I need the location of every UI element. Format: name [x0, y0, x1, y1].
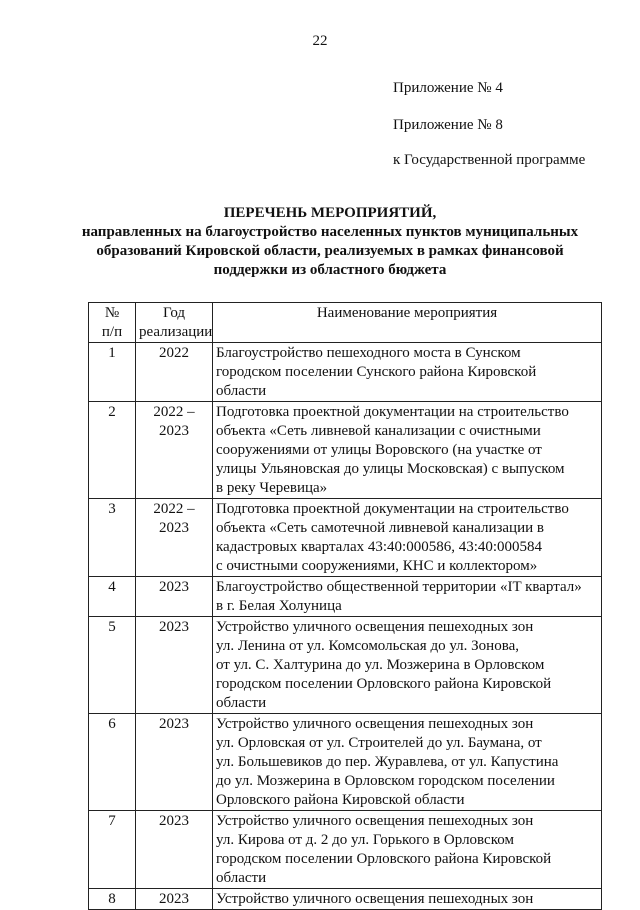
row-measure-name: [213, 889, 602, 910]
row-number: 2: [89, 402, 136, 499]
row-measure-name: [213, 402, 602, 499]
row-year: [136, 499, 213, 577]
row-measure-name: [213, 617, 602, 714]
row-measure-name-line: Устройство уличного освещения пешеходных зон: [216, 813, 534, 829]
row-number: 3: [89, 499, 136, 577]
row-year-line: 2022 –: [153, 404, 195, 420]
row-number: 6: [89, 714, 136, 811]
row-year-line: 2023: [159, 579, 189, 595]
row-year: [136, 714, 213, 811]
row-measure-name-line: Устройство уличного освещения пешеходных зон: [216, 891, 534, 907]
row-year-line: 2022: [159, 345, 189, 361]
row-year: [136, 402, 213, 499]
header-name: [213, 303, 602, 343]
header-year: [136, 303, 213, 343]
row-year: [136, 889, 213, 910]
row-measure-name-line: ул. Большевиков до пер. Журавлева, от ул. Капустина: [216, 754, 559, 770]
table-row: [89, 577, 602, 617]
appendix-label-3: к Государственной программе: [393, 152, 586, 168]
table-header-row: [89, 303, 602, 343]
table-row: [89, 617, 602, 714]
table-row: [89, 811, 602, 889]
appendix-label-1: Приложение № 4: [393, 80, 503, 96]
title-line-3: образований Кировской области, реализуемых в рамках финансовой: [96, 243, 564, 259]
row-year-line: 2023: [159, 619, 189, 635]
row-measure-name-line: Устройство уличного освещения пешеходных зон: [216, 716, 534, 732]
row-measure-name-line: Благоустройство общественной территории «IT квартал»: [216, 579, 582, 595]
row-measure-name-line: кадастровых кварталах 43:40:000586, 43:40:000584: [216, 539, 543, 555]
row-measure-name-line: объекта «Сеть ливневой канализации с очистными: [216, 423, 541, 439]
row-year-line: 2023: [159, 716, 189, 732]
row-measure-name-line: улицы Ульяновская до улицы Московская) с выпуском: [216, 461, 565, 477]
row-measure-name-line: городском поселении Орловского района Кировской: [216, 851, 552, 867]
row-measure-name-line: Благоустройство пешеходного моста в Сунском: [216, 345, 521, 361]
row-year-line: 2023: [159, 891, 189, 907]
row-year: [136, 811, 213, 889]
row-measure-name-line: городском поселении Орловского района Кировской: [216, 676, 552, 692]
row-measure-name-line: объекта «Сеть самотечной ливневой канализации в: [216, 520, 544, 536]
row-measure-name-line: до ул. Мозжерина в Орловском городском поселении: [216, 773, 555, 789]
row-measure-name-line: ул. Орловская от ул. Строителей до ул. Баумана, от: [216, 735, 542, 751]
row-number: 1: [89, 343, 136, 402]
header-num-line: №: [104, 305, 120, 321]
row-year: [136, 577, 213, 617]
row-measure-name: [213, 714, 602, 811]
row-measure-name-line: Подготовка проектной документации на строительство: [216, 404, 569, 420]
row-number: 4: [89, 577, 136, 617]
row-measure-name-line: области: [216, 870, 267, 886]
title-line-2: направленных на благоустройство населенных пунктов муниципальных: [81, 224, 579, 240]
row-measure-name-line: Подготовка проектной документации на строительство: [216, 501, 569, 517]
appendix-label-2: Приложение № 8: [393, 117, 503, 133]
row-year-line: 2022 –: [153, 501, 195, 517]
row-measure-name-line: Устройство уличного освещения пешеходных зон: [216, 619, 534, 635]
page-number: 22: [312, 33, 328, 49]
row-year: [136, 617, 213, 714]
row-measure-name-line: ул. Кирова от д. 2 до ул. Горького в Орловском: [216, 832, 514, 848]
row-number: 8: [89, 889, 136, 910]
table-row: [89, 343, 602, 402]
row-measure-name-line: сооружениями от улицы Воровского (на участке от: [216, 442, 542, 458]
table-row: [89, 889, 602, 910]
title-line-1: ПЕРЕЧЕНЬ МЕРОПРИЯТИЙ,: [223, 205, 437, 221]
row-year-line: 2023: [159, 423, 189, 439]
row-measure-name-line: в г. Белая Холуница: [216, 598, 342, 614]
row-year-line: 2023: [159, 813, 189, 829]
row-measure-name-line: от ул. С. Халтурина до ул. Мозжерина в Орловском: [216, 657, 545, 673]
title-line-4: поддержки из областного бюджета: [213, 262, 447, 278]
row-measure-name-line: Орловского района Кировской области: [216, 792, 465, 808]
row-measure-name-line: городском поселении Сунского района Кировской: [216, 364, 537, 380]
row-number: 7: [89, 811, 136, 889]
row-measure-name-line: области: [216, 383, 267, 399]
header-year-line: реализации: [139, 324, 213, 340]
document-title: [60, 204, 600, 280]
table-row: [89, 402, 602, 499]
row-measure-name-line: с очистными сооружениями, КНС и коллектором»: [216, 558, 538, 574]
row-measure-name: [213, 577, 602, 617]
header-year-line: Год: [162, 305, 186, 321]
table-row: [89, 499, 602, 577]
row-measure-name-line: области: [216, 695, 267, 711]
row-measure-name-line: в реку Черевица»: [216, 480, 328, 496]
header-num-line: п/п: [101, 324, 123, 340]
row-year-line: 2023: [159, 520, 189, 536]
row-measure-name-line: ул. Ленина от ул. Комсомольская до ул. Зонова,: [216, 638, 520, 654]
table-row: [89, 714, 602, 811]
table-body: [89, 343, 602, 910]
header-num: [89, 303, 136, 343]
header-name-text: Наименование мероприятия: [316, 305, 498, 321]
row-number: 5: [89, 617, 136, 714]
row-measure-name: [213, 811, 602, 889]
row-measure-name: [213, 343, 602, 402]
row-measure-name: [213, 499, 602, 577]
measures-table: [88, 302, 602, 910]
row-year: [136, 343, 213, 402]
